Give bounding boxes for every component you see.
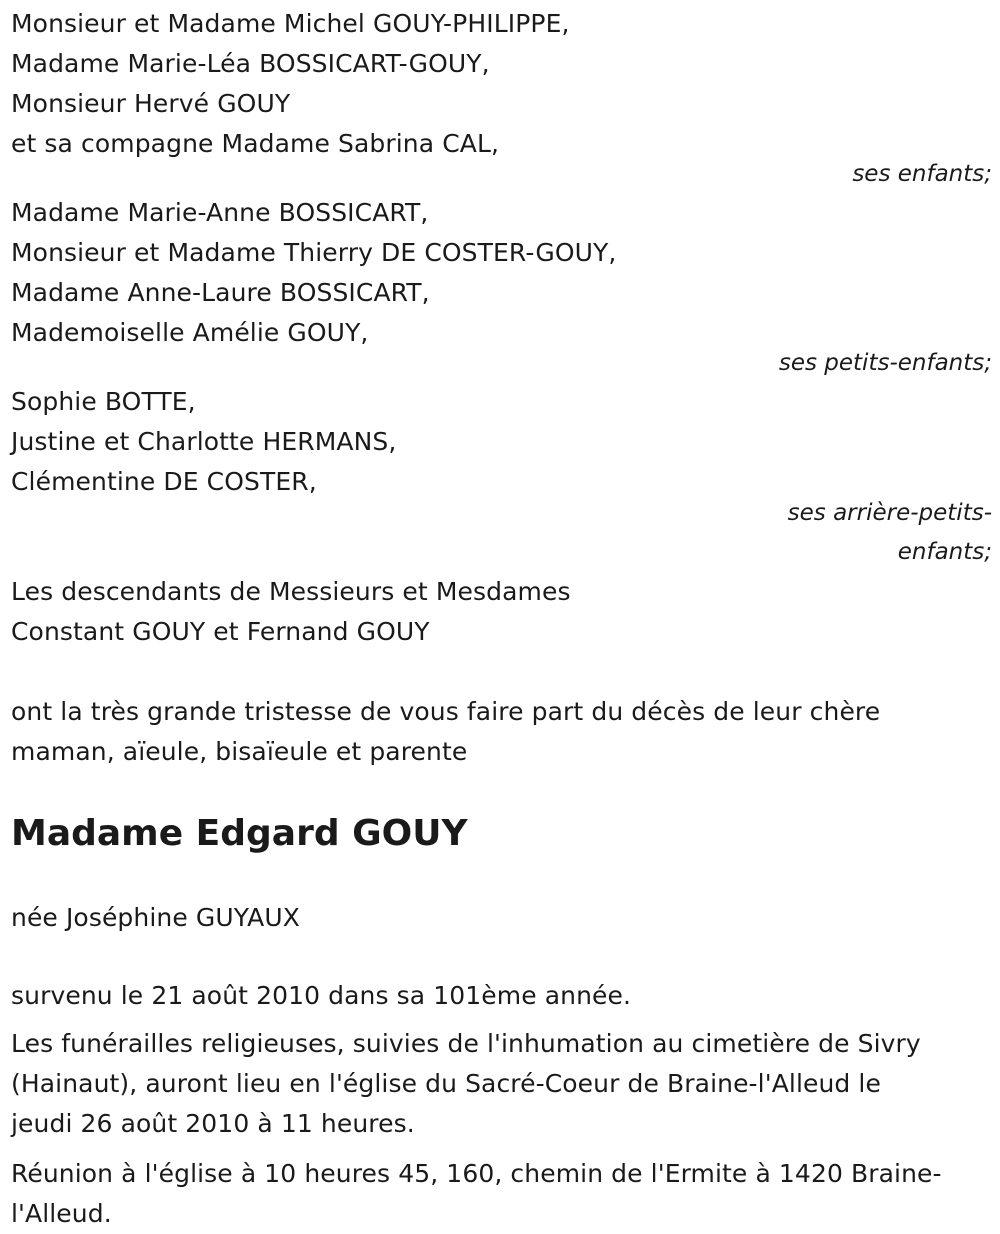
relationship-label: ses enfants; xyxy=(852,161,992,187)
funeral-block xyxy=(11,1024,992,1144)
obituary-notice xyxy=(11,4,992,1234)
grandchildren-block xyxy=(11,193,992,382)
announcement-block xyxy=(11,692,992,772)
relationship-label xyxy=(11,494,992,572)
descendants-block xyxy=(11,572,992,652)
spacer xyxy=(11,854,992,898)
meeting-block xyxy=(11,1154,992,1234)
family-member-line: et sa compagne Madame Sabrina CAL, xyxy=(11,129,500,158)
family-member-line: Madame Marie-Anne BOSSICART, xyxy=(11,198,429,227)
great-grandchildren-block xyxy=(11,382,992,572)
family-member-line: Monsieur Hervé GOUY xyxy=(11,89,291,118)
family-member-line: Mademoiselle Amélie GOUY, xyxy=(11,318,369,347)
spacer xyxy=(11,938,992,976)
children-block xyxy=(11,4,992,193)
family-member-line: Madame Anne-Laure BOSSICART, xyxy=(11,278,430,307)
spacer xyxy=(11,1144,992,1154)
spacer xyxy=(11,652,992,692)
family-member-line: Clémentine DE COSTER, xyxy=(11,467,317,496)
spacer xyxy=(11,1016,992,1024)
family-member-line: Monsieur et Madame Michel GOUY-PHILIPPE, xyxy=(11,9,570,38)
meeting-line: l'Alleud. xyxy=(11,1199,112,1228)
family-member-line: Monsieur et Madame Thierry DE COSTER-GOUY, xyxy=(11,238,617,267)
meeting-line: Réunion à l'église à 10 heures 45, 160, chemin de l'Ermite à 1420 Braine- xyxy=(11,1159,942,1188)
funeral-line: (Hainaut), auront lieu en l'église du Sacré-Coeur de Braine-l'Alleud le xyxy=(11,1069,881,1098)
family-member-line: Madame Marie-Léa BOSSICART-GOUY, xyxy=(11,49,490,78)
relationship-label-line: enfants; xyxy=(897,539,992,565)
relationship-label-line: ses arrière-petits- xyxy=(787,500,992,526)
family-member-line: Sophie BOTTE, xyxy=(11,387,196,416)
relationship-label: ses petits-enfants; xyxy=(778,350,992,376)
announcement-line: maman, aïeule, bisaïeule et parente xyxy=(11,737,468,766)
funeral-line: Les funérailles religieuses, suivies de l'inhumation au cimetière de Sivry xyxy=(11,1029,921,1058)
spacer xyxy=(11,772,992,814)
family-member-line: Les descendants de Messieurs et Mesdames xyxy=(11,577,571,606)
funeral-line: jeudi 26 août 2010 à 11 heures. xyxy=(11,1109,415,1138)
family-member-line: Constant GOUY et Fernand GOUY xyxy=(11,617,430,646)
deceased-name: Madame Edgard GOUY xyxy=(11,813,468,854)
family-member-line: Justine et Charlotte HERMANS, xyxy=(11,427,397,456)
announcement-line: ont la très grande tristesse de vous faire part du décès de leur chère xyxy=(11,697,881,726)
death-notice: survenu le 21 août 2010 dans sa 101ème année. xyxy=(11,981,632,1010)
maiden-name: née Joséphine GUYAUX xyxy=(11,903,300,932)
